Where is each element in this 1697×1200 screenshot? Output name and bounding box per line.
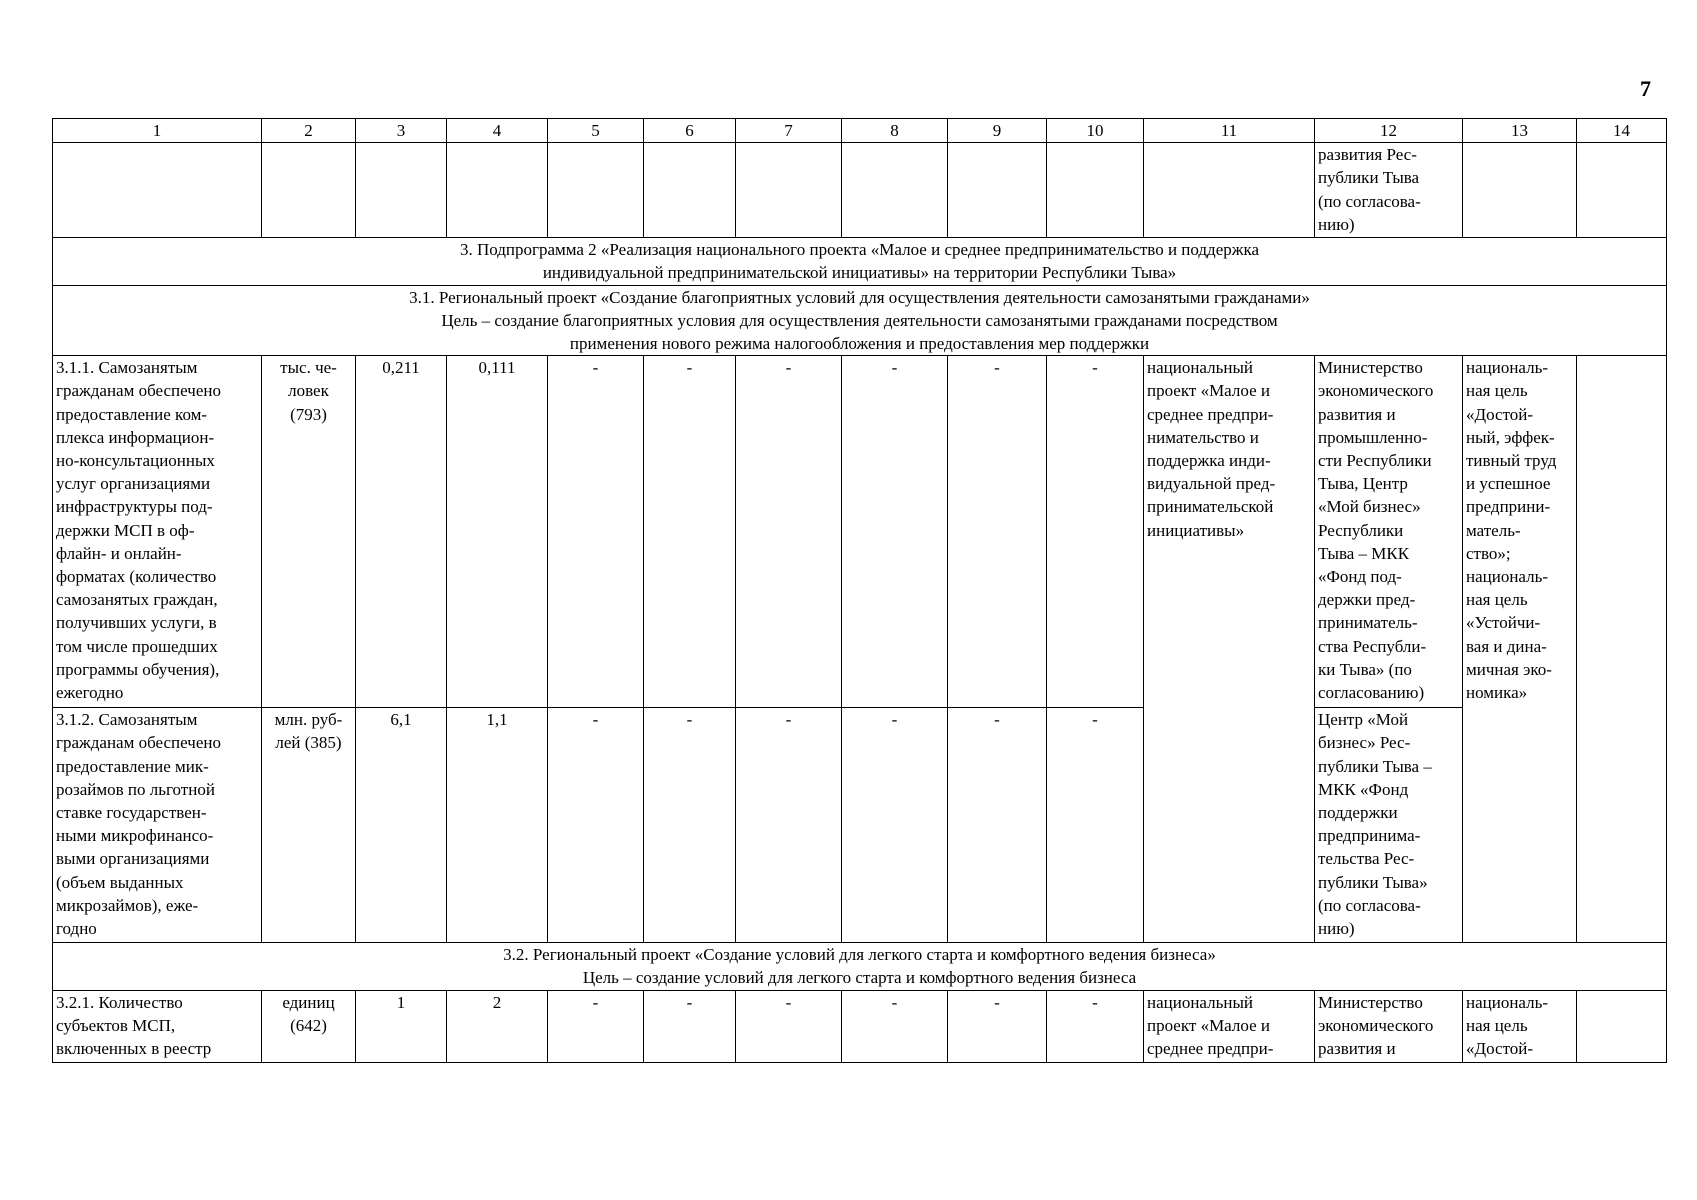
value-cell: - (948, 708, 1047, 943)
value-cell: 1 (356, 990, 447, 1062)
header-cell: 4 (447, 119, 548, 143)
section-heading-line: 3.1. Региональный проект «Создание благоприятных условий для осуществления деятельности самозанятыми гражданами» (409, 287, 1310, 307)
table-cell (948, 143, 1047, 238)
section-heading (53, 238, 1667, 285)
header-cell: 2 (262, 119, 356, 143)
responsible-cell: Центр «Мой бизнес» Рес- публики Тыва – МКК «Фонд поддержки предпринима- тельства Рес- публики Тыва» (по согласова- нию) (1315, 708, 1463, 943)
section-heading (53, 285, 1667, 356)
table-row-3-1-2 (53, 708, 1667, 943)
table-cell (53, 143, 262, 238)
header-cell: 11 (1144, 119, 1315, 143)
section-row-3 (53, 238, 1667, 285)
unit-cell: тыс. че- ловек (793) (262, 356, 356, 708)
table-row-3-1-1 (53, 356, 1667, 708)
section-heading-line: применения нового режима налогообложения и предоставления мер поддержки (569, 334, 1150, 354)
national-goal-cell: националь- ная цель «Достой- ный, эффек- тивный труд и успешное предприни- матель- ство»; националь- ная цель «Устойчи- вая и дина- мичная эко- номика» (1463, 356, 1577, 943)
table-cell (1577, 990, 1667, 1062)
value-cell: - (736, 356, 842, 708)
value-cell: - (644, 356, 736, 708)
national-goal-cell: националь- ная цель «Достой- (1463, 990, 1577, 1062)
indicator-table (52, 118, 1667, 1063)
header-cell: 13 (1463, 119, 1577, 143)
table-cell (447, 143, 548, 238)
value-cell: - (548, 990, 644, 1062)
section-heading-line: Цель – создание благоприятных условия для осуществления деятельности самозанятыми гражданами посредством (441, 310, 1278, 330)
table-cell (1047, 143, 1144, 238)
value-cell: 2 (447, 990, 548, 1062)
indicator-name-cell: 3.1.1. Самозанятым гражданам обеспечено предоставление ком- плекса информацион- но-консультационных услуг организациями инфраструктуры под- держки МСП в оф- флайн- и онлайн- форматах (количество самозанятых граждан, получивших услуги, в том числе прошедших программы обучения), ежегодно (53, 356, 262, 708)
section-heading-line: Цель – создание условий для легкого старта и комфортного ведения бизнеса (582, 968, 1137, 988)
value-cell: - (1047, 708, 1144, 943)
header-cell: 6 (644, 119, 736, 143)
header-cell: 9 (948, 119, 1047, 143)
table-cell (736, 143, 842, 238)
table-cell (1463, 143, 1577, 238)
value-cell: - (1047, 356, 1144, 708)
responsible-cell: развития Рес- публики Тыва (по согласова- нию) (1315, 143, 1463, 238)
table-cell (1577, 143, 1667, 238)
continuation-row (53, 143, 1667, 238)
value-cell: 0,111 (447, 356, 548, 708)
section-heading (53, 943, 1667, 990)
value-cell: - (644, 990, 736, 1062)
indicator-name-cell: 3.1.2. Самозанятым гражданам обеспечено предоставление мик- розаймов по льготной ставке государствен- ными микрофинансо- выми организациями (объем выданных микрозаймов), еже- годно (53, 708, 262, 943)
project-cell: национальный проект «Малое и среднее предпри- (1144, 990, 1315, 1062)
project-cell: национальный проект «Малое и среднее предпри- нимательство и поддержка инди- видуальной пред- принимательской инициативы» (1144, 356, 1315, 943)
responsible-cell: Министерство экономического развития и (1315, 990, 1463, 1062)
value-cell: - (548, 708, 644, 943)
header-cell: 14 (1577, 119, 1667, 143)
unit-cell: единиц (642) (262, 990, 356, 1062)
section-heading-line: индивидуальной предпринимательской инициативы» на территории Республики Тыва» (542, 263, 1177, 283)
section-heading-line: 3. Подпрограмма 2 «Реализация национального проекта «Малое и среднее предпринимательство и поддержка (459, 240, 1260, 260)
header-cell: 12 (1315, 119, 1463, 143)
section-row-3-1 (53, 285, 1667, 356)
indicator-name-cell: 3.2.1. Количество субъектов МСП, включенных в реестр (53, 990, 262, 1062)
table-cell (262, 143, 356, 238)
unit-cell: млн. руб- лей (385) (262, 708, 356, 943)
section-row-3-2 (53, 943, 1667, 990)
responsible-cell: Министерство экономического развития и промышленно- сти Республики Тыва, Центр «Мой бизнес» Республики Тыва – МКК «Фонд под- держки пред- приниматель- ства Республи- ки Тыва» (по согласованию) (1315, 356, 1463, 708)
table-cell (356, 143, 447, 238)
header-cell: 1 (53, 119, 262, 143)
value-cell: - (548, 356, 644, 708)
header-cell: 10 (1047, 119, 1144, 143)
value-cell: - (842, 708, 948, 943)
table-row-3-2-1 (53, 990, 1667, 1062)
table-cell (1144, 143, 1315, 238)
section-heading-line: 3.2. Региональный проект «Создание условий для легкого старта и комфортного ведения бизнеса» (503, 945, 1216, 965)
table-cell (644, 143, 736, 238)
value-cell: - (948, 356, 1047, 708)
value-cell: - (644, 708, 736, 943)
value-cell: - (736, 990, 842, 1062)
value-cell: - (1047, 990, 1144, 1062)
value-cell: 1,1 (447, 708, 548, 943)
page-number: 7 (1640, 76, 1651, 101)
value-cell: - (948, 990, 1047, 1062)
header-cell: 3 (356, 119, 447, 143)
header-row (53, 119, 1667, 143)
value-cell: - (842, 990, 948, 1062)
table-cell (1577, 356, 1667, 943)
table-cell (548, 143, 644, 238)
value-cell: 0,211 (356, 356, 447, 708)
header-cell: 8 (842, 119, 948, 143)
value-cell: - (842, 356, 948, 708)
value-cell: 6,1 (356, 708, 447, 943)
header-cell: 7 (736, 119, 842, 143)
value-cell: - (736, 708, 842, 943)
table-cell (842, 143, 948, 238)
header-cell: 5 (548, 119, 644, 143)
